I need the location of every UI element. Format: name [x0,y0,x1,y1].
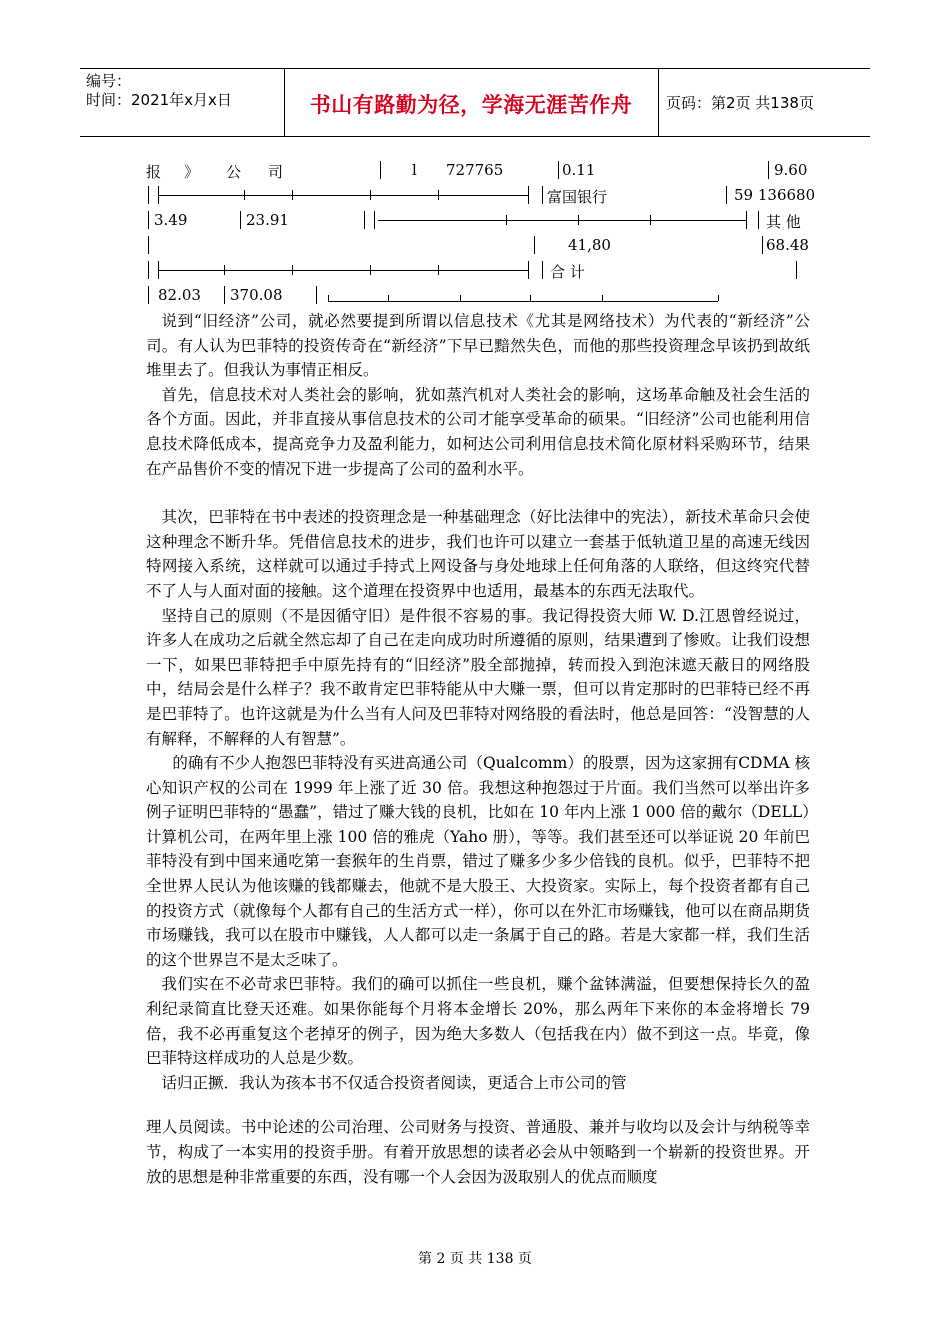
table-cell: 报 [146,163,162,181]
table-tick [438,190,439,200]
header-date: 时间：2021年x月x日 [86,91,232,109]
table-border [148,286,149,304]
header-page-number: 页码：第2页 共138页 [666,94,814,112]
table-cell: 59 136680 [734,186,816,204]
table-tick [578,215,579,225]
table-border [364,211,365,229]
table-cell: 司 [268,163,284,181]
table-tick [244,190,245,200]
table-tick [460,295,461,301]
table-border [534,236,535,254]
table-tick [328,295,329,301]
table-border [224,286,225,304]
table-border [726,186,727,204]
header-number: 编号： [86,72,132,90]
paragraph: 话归正撅．我认为孩本书不仅适合投资者阅读，更适合上市公司的管 [161,1073,627,1092]
table-border [148,236,149,254]
page-footer: 第 2 页 共 138 页 [418,1251,532,1267]
table-border [528,261,529,279]
table-cell: 合 计 [550,263,585,281]
table-cell: 82.03 [158,286,201,304]
table-border [768,161,769,179]
table-row [146,181,816,206]
table-border [374,211,375,229]
table-border [148,211,149,229]
table-border [148,261,149,279]
header-info [86,72,232,110]
table-cell: 》 [184,163,200,181]
table-tick [370,265,371,275]
header-top-rule [80,68,870,69]
table-border [796,261,797,279]
table-cell: 公 [226,163,242,181]
table-border [558,161,559,179]
table-cell: 23.91 [246,211,289,229]
table-row [146,206,810,231]
table-row [146,231,810,256]
table-border [240,211,241,229]
paragraph: 说到“旧经济”公司，就必然要提到所谓以信息技术《尤其是网络技术）为代表的“新经济”公司。有人认为巴菲特的投资传奇在“新经济”下早已黯然失色，而他的那些投资理念早该扔到故纸堆里去了。但我认为事情正相反。 [146,312,810,380]
table-cell: 富国银行 [547,188,608,206]
table-cell: 其 他 [766,213,801,231]
holdings-table [146,156,816,306]
paragraph: 的确有不少人抱怨巴菲特没有买进高通公司（Qualcomm）的股票，因为这家拥有CDMA 核心知识产权的公司在 1999 年上涨了近 30 倍。我想这种抱怨过于片面。我们当然可以举出许多例子证明巴菲特的“愚蠢”，错过了赚大钱的良机，比如在 10 年内上涨 1 000 倍的戴尔（DELL）计算机公司，在两年里上涨 100 倍的雅虎（Yaho 册），等等。我们甚至还可以举证说 20 年前巴菲特没有到中国来通吃第一套猴年的生肖票，错过了赚多少多少倍钱的良机。似乎，巴菲特不把全世界人民认为他该赚的钱都赚去，他就不是大股王、大投资家。实际上，每个投资者都有自己的投资方式（就像每个人都有自己的生活方式一样），你可以在外汇市场赚钱，他可以在商品期货市场赚钱，我可以在股市中赚钱，人人都可以走一条属于自己的路。若是大家都一样，我们生活的这个世界岂不是太乏味了。 [146,754,810,969]
table-rule [328,301,718,302]
table-cell: 3.49 [154,211,188,229]
paragraph: 我们实在不必苛求巴菲特。我们的确可以抓住一些良机，赚个盆钵满溢，但要想保持长久的盈利纪录简直比登天还难。如果你能每个月将本金增长 20%，那么两年下来你的本金将增长 79 倍，我不必再重复这个老掉牙的例子，因为绝大多数人（包括我在内）做不到这一点。毕竟，像巴菲特这样成功的人总是少数。 [146,975,810,1068]
table-border [542,186,543,204]
table-cell: 727765 [446,161,504,179]
table-cell: 68.48 [766,236,809,254]
table-tick [388,295,389,301]
table-cell: 0.11 [562,161,596,179]
table-border [316,286,317,304]
table-tick [530,295,531,301]
table-tick [438,265,439,275]
table-tick [718,295,719,301]
table-border [528,186,529,204]
paragraph: 坚持自己的原则（不是因循守旧）是件很不容易的事。我记得投资大师 W. D.江恩曾经说过，许多人在成功之后就全然忘却了自己在走向成功时所遵循的原则，结果遭到了惨败。让我们设想一下，如果巴菲特把手中原先持有的“旧经济”股全部抛掉，转而投入到泡沫遮天蔽日的网络股中，结局会是什么样子？我不敢肯定巴菲特能从中大赚一票，但可以肯定那时的巴菲特已经不再是巴菲特了。也许这就是为什么当有人问及巴菲特对网络股的看法时，他总是回答：“没智慧的人有解释，不解释的人有智慧”。 [146,606,810,748]
table-cell: 41,80 [568,236,611,254]
table-border [758,211,759,229]
table-tick [650,215,651,225]
table-border [148,186,149,204]
table-border [762,236,763,254]
table-tick [292,190,293,200]
header-bottom-rule [80,136,870,137]
table-row [146,256,810,281]
table-cell: 370.08 [230,286,283,304]
body-text [146,309,810,1189]
header-divider-right [658,68,659,136]
table-rule [158,195,528,196]
table-row [146,281,810,306]
table-tick [224,265,225,275]
header-motto: 书山有路勤为径，学海无涯苦作舟 [309,93,633,117]
table-row [146,156,810,181]
table-border [380,161,381,179]
paragraph: 其次，巴菲特在书中表述的投资理念是一种基础理念（好比法律中的宪法），新技术革命只会使这种理念不断升华。凭借信息技术的进步，我们也许可以建立一套基于低轨道卫星的高速无线因特网接入系统，这样就可以通过手持式上网设备与身处地球上任何角落的人联络，但这终究代替不了人与人面对面的接触。这个道理在投资界中也适用，最基本的东西无法取代。 [146,508,810,600]
paragraph-gap [146,1095,810,1115]
paragraph-gap [146,481,810,505]
table-cell: 9.60 [774,161,808,179]
paragraph: 首先，信息技术对人类社会的影响，犹如蒸汽机对人类社会的影响，这场革命触及社会生活的各个方面。因此，并非直接从事信息技术的公司才能享受革命的硕果。“旧经济”公司也能利用信息技术降低成本，提高竞争力及盈利能力，如柯达公司利用信息技术简化原材料采购环节，结果在产品售价不变的情况下进一步提高了公司的盈利水平。 [146,385,810,478]
table-border [542,261,543,279]
paragraph: 理人员阅读。书中论述的公司治理、公司财务与投资、普通股、兼并与收均以及会计与纳税等幸节，构成了一本实用的投资手册。有着开放思想的读者必会从中领略到一个崭新的投资世界。开放的思想是种非常重要的东西，没有哪一个人会因为汲取别人的优点而顺度 [146,1118,810,1186]
table-cell: l [412,161,417,179]
table-tick [506,215,507,225]
table-tick [370,190,371,200]
table-tick [292,265,293,275]
table-rule [378,220,746,221]
table-tick [602,295,603,301]
table-border [746,211,747,229]
table-rule [158,270,528,271]
